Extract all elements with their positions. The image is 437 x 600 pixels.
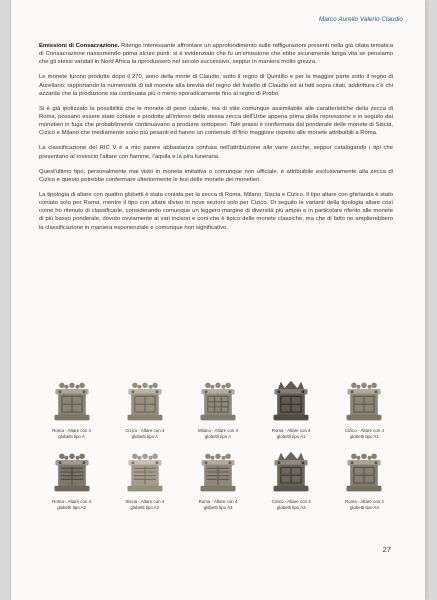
coin-caption-line2: globetti tipo A1 [349,434,379,440]
paragraph-2: Si è già ipotizzato la possibilità che le monete di peso calante, ma di stile comunque assimilabile alle caratteristiche della zecca di Roma, possano essere state coniate e prodotte all'interno della stessa zecca dell'Urbe appena prima della repressione e in seguito dai monetieri in fuga che probabilmente continuavano a produrre sottopeso. Tale prassi è confermata dal ponderale delle monete di Siscia, Cizico e Milano che mediamente sono più pesanti ed hanno un contenuto di fino maggiore rispetto alle monete attribuibili a Roma. [39,105,393,137]
coin-caption-line2: globetti tipo A4 [349,505,379,511]
running-header: Marco Aurelio Valerio Claudio [318,16,403,23]
coin-caption-line2: globetti tipo A2 [130,505,160,511]
coin-caption-line1: Roma - Altare con 4 [271,428,311,433]
altar-coin-image [268,449,314,495]
coin-figure [108,449,181,512]
coin-figure [328,449,401,512]
coin-figure [255,378,328,441]
coin-caption-line2: globetti tipo A1 [276,434,306,440]
coin-caption [186,499,250,512]
coin-gallery [35,378,401,512]
altar-coin-image [195,378,241,424]
coin-caption [259,499,323,512]
coin-figure [181,378,254,441]
paragraph-3: La classificazione del RIC V è a mio parere abbastanza confusa nell'attribuzione alle varie zecche, seppur catalogando i tipi che presentano al rovescio l'altare con fiamme, l'aquila e la pira funeraria. [39,145,393,160]
coin-caption [113,428,177,441]
coin-caption-line2: globetti tipo A [131,434,158,440]
coin-caption [40,428,104,441]
coin-caption-line2: globetti tipo A3 [276,505,306,511]
altar-coin-image [195,449,241,495]
document-page [10,0,425,600]
coin-caption-line1: Roma - Altare con 4 [52,498,91,504]
coin-caption-line2: globetti tipo A [204,434,232,440]
coin-caption [40,499,104,512]
coin-figure [35,449,108,512]
altar-coin-image [49,378,95,424]
altar-coin-image [341,378,387,424]
coin-caption-line1: Siscia - Altare con 4 [125,498,165,504]
coin-caption-line2: globetti tipo A3 [203,505,233,511]
coin-figure [328,378,401,441]
altar-coin-image [122,449,168,495]
coin-figure [181,449,254,512]
coin-caption-line1: Roma - Altare con 4 [52,428,91,433]
coin-caption [332,499,396,512]
altar-coin-image [268,378,314,424]
coin-caption-line2: globetti tipo A2 [57,505,86,511]
body-text [39,42,393,239]
coin-caption-line1: Cizico - Altare con 4 [344,428,384,433]
paragraph-5: La tipologia di altare con quattro globetti è stata coniata per la zecca di Roma, Milano, Siscia e Cizico. Il tipo altare con ghirlanda è stato coniato solo per Roma, mentre il tipo con altare diviso in nove sezioni solo per Cizico. Di seguito le varianti della tipologia altare così come ho ritenuto di classificarle, considerando comunque un leggero margine di diversità più ampio e in particolare riferito alle monete di più basso ponderale, dovuto ovviamente ai vari incisori e coni che è tipico delle monete classiche, ma che di fatto ne amplierebbero la classificazione in maniera esponenziale e comunque non significativo. [39,191,393,231]
intro-text: Ritengo interessante affrontare un approfondimento sulle raffigurazioni presenti nella già citata tematica di Consacrazione riassumendo prima alcuni punti: si è evidenziato che fu un'emissione che ebbe sicuramente lunga vita se pensiamo che gli stessi vandali in Nord Africa la riprodussero nel secolo successivo, seppur in maniera molto grezza. [39,43,394,66]
coin-caption [113,499,177,512]
coin-caption-line1: Roma - Altare con 4 [198,498,238,504]
coin-figure [35,378,108,441]
coin-caption-line1: Milano - Altare con 4 [197,428,238,433]
paragraph-1: Le monete furono prodotte dopo il 270, anno della morte di Claudio, sotto il regno di Quintillo e per la maggior parte sotto il regno di Aureliano; rapportando la numerosità di tali monete alla brevità del regno del fratello di Claudio ed ai fatti sopra citati, addirittura c'è chi azzarda che la produzione sia continuata più o meno sporadicamente fino al regno di Probo. [39,74,393,97]
altar-coin-image [122,378,168,424]
coin-caption-line1: Roma - Altare con 4 [344,498,384,504]
coin-caption-line1: Cizico - Altare con 4 [271,498,311,504]
altar-coin-image [341,449,387,495]
coin-caption-line2: globetti tipo A [58,434,85,440]
section-title: Emissioni di Consacrazione. [39,43,120,49]
coin-figure [255,449,328,512]
coin-caption-line1: Cizico - Altare con 4 [125,428,165,433]
paragraph-4: Quest'ultimo tipo, personalmente mai visto in moneta imitativa o comunque non ufficiale, è attribuibile esclusivamente alla zecca di Cizico e questo potrebbe confermare ulteriormente le tesi delle monete dei monetieri. [39,168,393,183]
altar-coin-image [49,449,95,495]
coin-figure [108,378,181,441]
intro-paragraph [39,42,393,66]
coin-caption [332,428,396,441]
coin-caption [186,428,250,441]
coin-caption [259,428,323,441]
page-number: 27 [382,545,391,554]
